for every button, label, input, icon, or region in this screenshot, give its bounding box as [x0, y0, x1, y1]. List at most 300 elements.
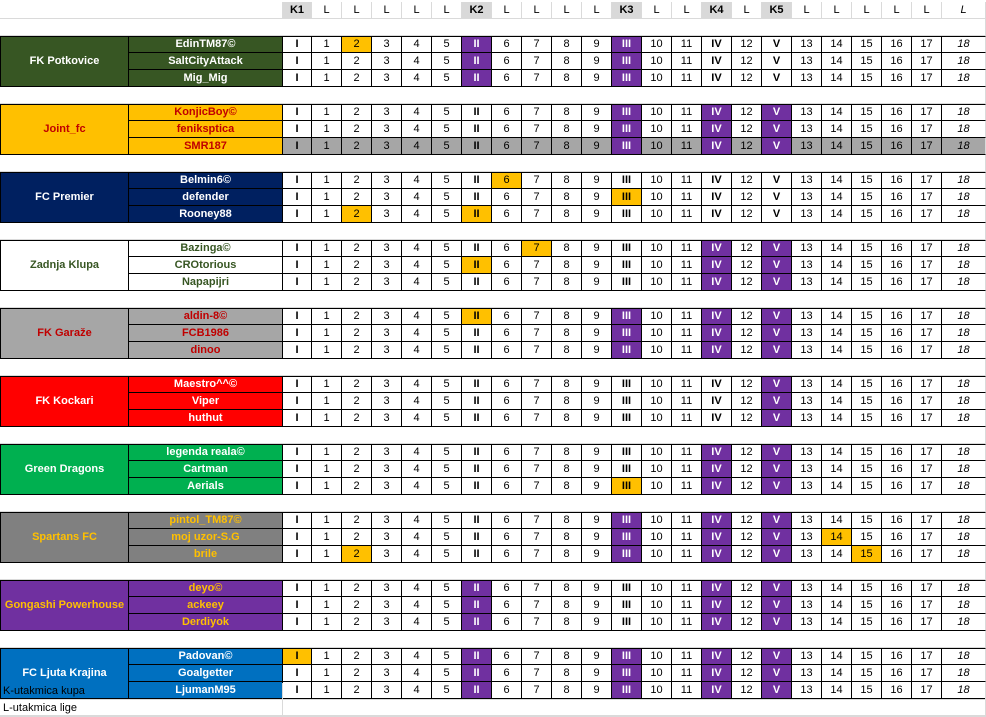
match-cell[interactable] — [342, 189, 372, 206]
match-cell[interactable] — [402, 478, 432, 495]
match-cell[interactable] — [462, 444, 492, 461]
match-cell[interactable] — [372, 104, 402, 121]
match-cell[interactable] — [612, 206, 642, 223]
match-cell[interactable] — [402, 597, 432, 614]
match-cell[interactable] — [792, 342, 822, 359]
match-cell[interactable] — [402, 614, 432, 631]
match-cell[interactable] — [312, 648, 342, 665]
match-cell[interactable] — [822, 614, 852, 631]
match-cell[interactable] — [283, 206, 312, 223]
match-cell[interactable] — [402, 393, 432, 410]
match-cell[interactable] — [822, 512, 852, 529]
match-cell[interactable] — [642, 529, 672, 546]
match-cell[interactable] — [522, 70, 552, 87]
player-name[interactable] — [129, 478, 283, 495]
match-cell[interactable] — [642, 138, 672, 155]
match-cell[interactable] — [702, 138, 732, 155]
match-cell[interactable] — [402, 546, 432, 563]
match-cell[interactable] — [462, 529, 492, 546]
match-cell[interactable] — [822, 546, 852, 563]
match-cell[interactable] — [283, 529, 312, 546]
match-cell[interactable] — [492, 342, 522, 359]
empty-row[interactable] — [283, 683, 986, 700]
match-cell[interactable] — [342, 376, 372, 393]
match-cell[interactable] — [462, 189, 492, 206]
match-cell[interactable] — [582, 104, 612, 121]
match-cell[interactable] — [402, 529, 432, 546]
match-cell[interactable] — [342, 342, 372, 359]
match-cell[interactable] — [912, 393, 942, 410]
match-cell[interactable] — [882, 410, 912, 427]
header-l-3[interactable] — [372, 2, 402, 19]
match-cell[interactable] — [672, 614, 702, 631]
match-cell[interactable] — [612, 665, 642, 682]
match-cell[interactable] — [642, 376, 672, 393]
match-cell[interactable] — [822, 257, 852, 274]
match-cell[interactable] — [552, 36, 582, 53]
match-cell[interactable] — [642, 665, 672, 682]
match-cell[interactable] — [582, 512, 612, 529]
match-cell[interactable] — [912, 529, 942, 546]
match-cell[interactable] — [702, 580, 732, 597]
match-cell[interactable] — [492, 665, 522, 682]
match-cell[interactable] — [312, 529, 342, 546]
match-cell[interactable] — [402, 410, 432, 427]
match-cell[interactable] — [882, 342, 912, 359]
match-cell[interactable] — [312, 257, 342, 274]
match-cell[interactable] — [702, 376, 732, 393]
match-cell[interactable] — [612, 597, 642, 614]
match-cell[interactable] — [552, 189, 582, 206]
match-cell[interactable] — [522, 206, 552, 223]
match-cell[interactable] — [283, 665, 312, 682]
match-cell[interactable] — [912, 53, 942, 70]
match-cell[interactable] — [372, 512, 402, 529]
match-cell[interactable] — [732, 274, 762, 291]
match-cell[interactable] — [792, 325, 822, 342]
team-name[interactable] — [0, 580, 129, 631]
match-cell[interactable] — [283, 121, 312, 138]
match-cell[interactable] — [882, 325, 912, 342]
match-cell[interactable] — [582, 614, 612, 631]
match-cell[interactable] — [402, 580, 432, 597]
match-cell[interactable] — [732, 444, 762, 461]
match-cell[interactable] — [642, 393, 672, 410]
match-cell[interactable] — [432, 172, 462, 189]
match-cell[interactable] — [822, 53, 852, 70]
match-cell[interactable] — [642, 308, 672, 325]
match-cell[interactable] — [792, 597, 822, 614]
match-cell[interactable] — [432, 257, 462, 274]
match-cell[interactable] — [492, 648, 522, 665]
match-cell[interactable] — [552, 257, 582, 274]
team-name[interactable] — [0, 376, 129, 427]
header-l-18[interactable] — [822, 2, 852, 19]
match-cell[interactable] — [852, 376, 882, 393]
match-cell[interactable] — [672, 393, 702, 410]
player-name[interactable] — [129, 665, 283, 682]
match-cell[interactable] — [462, 70, 492, 87]
match-cell[interactable] — [942, 138, 986, 155]
match-cell[interactable] — [702, 308, 732, 325]
match-cell[interactable] — [732, 104, 762, 121]
match-cell[interactable] — [822, 444, 852, 461]
match-cell[interactable] — [732, 121, 762, 138]
match-cell[interactable] — [762, 206, 792, 223]
match-cell[interactable] — [912, 597, 942, 614]
match-cell[interactable] — [822, 104, 852, 121]
match-cell[interactable] — [372, 121, 402, 138]
match-cell[interactable] — [882, 172, 912, 189]
match-cell[interactable] — [552, 597, 582, 614]
match-cell[interactable] — [462, 308, 492, 325]
match-cell[interactable] — [642, 410, 672, 427]
match-cell[interactable] — [762, 308, 792, 325]
match-cell[interactable] — [672, 665, 702, 682]
match-cell[interactable] — [822, 461, 852, 478]
match-cell[interactable] — [402, 665, 432, 682]
match-cell[interactable] — [852, 274, 882, 291]
player-name[interactable] — [129, 138, 283, 155]
match-cell[interactable] — [312, 138, 342, 155]
match-cell[interactable] — [732, 206, 762, 223]
match-cell[interactable] — [283, 53, 312, 70]
match-cell[interactable] — [882, 597, 912, 614]
match-cell[interactable] — [702, 172, 732, 189]
match-cell[interactable] — [852, 189, 882, 206]
match-cell[interactable] — [642, 342, 672, 359]
match-cell[interactable] — [612, 308, 642, 325]
match-cell[interactable] — [283, 410, 312, 427]
match-cell[interactable] — [762, 257, 792, 274]
match-cell[interactable] — [792, 104, 822, 121]
match-cell[interactable] — [882, 478, 912, 495]
match-cell[interactable] — [342, 138, 372, 155]
match-cell[interactable] — [462, 665, 492, 682]
match-cell[interactable] — [882, 70, 912, 87]
match-cell[interactable] — [822, 36, 852, 53]
match-cell[interactable] — [402, 121, 432, 138]
match-cell[interactable] — [702, 512, 732, 529]
match-cell[interactable] — [852, 393, 882, 410]
match-cell[interactable] — [672, 461, 702, 478]
match-cell[interactable] — [642, 189, 672, 206]
match-cell[interactable] — [342, 444, 372, 461]
match-cell[interactable] — [732, 342, 762, 359]
match-cell[interactable] — [762, 665, 792, 682]
match-cell[interactable] — [552, 393, 582, 410]
match-cell[interactable] — [732, 240, 762, 257]
team-name[interactable] — [0, 240, 129, 291]
match-cell[interactable] — [312, 240, 342, 257]
match-cell[interactable] — [702, 393, 732, 410]
match-cell[interactable] — [283, 240, 312, 257]
match-cell[interactable] — [852, 410, 882, 427]
match-cell[interactable] — [822, 665, 852, 682]
match-cell[interactable] — [552, 529, 582, 546]
match-cell[interactable] — [283, 104, 312, 121]
match-cell[interactable] — [492, 104, 522, 121]
match-cell[interactable] — [912, 444, 942, 461]
match-cell[interactable] — [822, 325, 852, 342]
header-k1-0[interactable] — [283, 2, 312, 19]
match-cell[interactable] — [792, 393, 822, 410]
match-cell[interactable] — [702, 478, 732, 495]
match-cell[interactable] — [852, 121, 882, 138]
match-cell[interactable] — [762, 444, 792, 461]
match-cell[interactable] — [762, 648, 792, 665]
match-cell[interactable] — [822, 597, 852, 614]
header-k5-16[interactable] — [762, 2, 792, 19]
match-cell[interactable] — [882, 376, 912, 393]
match-cell[interactable] — [552, 121, 582, 138]
match-cell[interactable] — [342, 529, 372, 546]
match-cell[interactable] — [522, 461, 552, 478]
match-cell[interactable] — [672, 172, 702, 189]
player-name[interactable] — [129, 189, 283, 206]
match-cell[interactable] — [852, 53, 882, 70]
match-cell[interactable] — [792, 665, 822, 682]
match-cell[interactable] — [462, 614, 492, 631]
match-cell[interactable] — [582, 121, 612, 138]
match-cell[interactable] — [702, 444, 732, 461]
spacer-row[interactable] — [0, 19, 986, 36]
match-cell[interactable] — [822, 274, 852, 291]
match-cell[interactable] — [912, 308, 942, 325]
match-cell[interactable] — [792, 308, 822, 325]
match-cell[interactable] — [702, 104, 732, 121]
match-cell[interactable] — [462, 376, 492, 393]
match-cell[interactable] — [912, 410, 942, 427]
match-cell[interactable] — [912, 461, 942, 478]
match-cell[interactable] — [372, 580, 402, 597]
match-cell[interactable] — [672, 308, 702, 325]
match-cell[interactable] — [732, 529, 762, 546]
match-cell[interactable] — [672, 70, 702, 87]
match-cell[interactable] — [762, 121, 792, 138]
match-cell[interactable] — [372, 376, 402, 393]
match-cell[interactable] — [702, 410, 732, 427]
match-cell[interactable] — [522, 240, 552, 257]
match-cell[interactable] — [582, 461, 612, 478]
match-cell[interactable] — [672, 104, 702, 121]
match-cell[interactable] — [492, 580, 522, 597]
match-cell[interactable] — [672, 410, 702, 427]
spacer-row[interactable] — [0, 223, 986, 240]
match-cell[interactable] — [942, 580, 986, 597]
match-cell[interactable] — [612, 36, 642, 53]
match-cell[interactable] — [942, 325, 986, 342]
match-cell[interactable] — [432, 376, 462, 393]
match-cell[interactable] — [312, 461, 342, 478]
match-cell[interactable] — [552, 138, 582, 155]
match-cell[interactable] — [312, 325, 342, 342]
match-cell[interactable] — [283, 546, 312, 563]
match-cell[interactable] — [462, 580, 492, 597]
match-cell[interactable] — [402, 206, 432, 223]
match-cell[interactable] — [942, 189, 986, 206]
header-k3-11[interactable] — [612, 2, 642, 19]
team-name[interactable] — [0, 104, 129, 155]
match-cell[interactable] — [852, 614, 882, 631]
match-cell[interactable] — [582, 274, 612, 291]
match-cell[interactable] — [702, 325, 732, 342]
match-cell[interactable] — [342, 172, 372, 189]
match-cell[interactable] — [582, 138, 612, 155]
match-cell[interactable] — [702, 53, 732, 70]
match-cell[interactable] — [822, 240, 852, 257]
match-cell[interactable] — [912, 138, 942, 155]
match-cell[interactable] — [852, 512, 882, 529]
header-l-9[interactable] — [552, 2, 582, 19]
match-cell[interactable] — [762, 512, 792, 529]
match-cell[interactable] — [522, 478, 552, 495]
match-cell[interactable] — [882, 529, 912, 546]
header-l-5[interactable] — [432, 2, 462, 19]
match-cell[interactable] — [732, 614, 762, 631]
match-cell[interactable] — [522, 444, 552, 461]
match-cell[interactable] — [912, 342, 942, 359]
match-cell[interactable] — [312, 172, 342, 189]
match-cell[interactable] — [312, 206, 342, 223]
match-cell[interactable] — [822, 206, 852, 223]
match-cell[interactable] — [942, 342, 986, 359]
match-cell[interactable] — [762, 70, 792, 87]
match-cell[interactable] — [522, 410, 552, 427]
match-cell[interactable] — [582, 478, 612, 495]
match-cell[interactable] — [702, 36, 732, 53]
match-cell[interactable] — [492, 614, 522, 631]
match-cell[interactable] — [912, 648, 942, 665]
player-name[interactable] — [129, 410, 283, 427]
match-cell[interactable] — [642, 104, 672, 121]
match-cell[interactable] — [642, 444, 672, 461]
match-cell[interactable] — [942, 206, 986, 223]
match-cell[interactable] — [942, 529, 986, 546]
match-cell[interactable] — [612, 104, 642, 121]
match-cell[interactable] — [822, 478, 852, 495]
match-cell[interactable] — [732, 257, 762, 274]
match-cell[interactable] — [462, 240, 492, 257]
match-cell[interactable] — [582, 53, 612, 70]
match-cell[interactable] — [552, 580, 582, 597]
match-cell[interactable] — [822, 580, 852, 597]
match-cell[interactable] — [912, 614, 942, 631]
match-cell[interactable] — [882, 121, 912, 138]
player-name[interactable] — [129, 257, 283, 274]
match-cell[interactable] — [492, 240, 522, 257]
match-cell[interactable] — [552, 172, 582, 189]
match-cell[interactable] — [942, 36, 986, 53]
match-cell[interactable] — [942, 53, 986, 70]
match-cell[interactable] — [882, 512, 912, 529]
match-cell[interactable] — [942, 257, 986, 274]
match-cell[interactable] — [552, 274, 582, 291]
match-cell[interactable] — [372, 70, 402, 87]
match-cell[interactable] — [462, 121, 492, 138]
match-cell[interactable] — [942, 393, 986, 410]
match-cell[interactable] — [552, 70, 582, 87]
match-cell[interactable] — [432, 393, 462, 410]
match-cell[interactable] — [372, 529, 402, 546]
match-cell[interactable] — [582, 665, 612, 682]
match-cell[interactable] — [942, 461, 986, 478]
match-cell[interactable] — [432, 444, 462, 461]
match-cell[interactable] — [342, 580, 372, 597]
match-cell[interactable] — [312, 478, 342, 495]
match-cell[interactable] — [492, 257, 522, 274]
match-cell[interactable] — [732, 393, 762, 410]
match-cell[interactable] — [792, 121, 822, 138]
match-cell[interactable] — [522, 104, 552, 121]
match-cell[interactable] — [462, 36, 492, 53]
match-cell[interactable] — [852, 257, 882, 274]
match-cell[interactable] — [792, 614, 822, 631]
match-cell[interactable] — [882, 444, 912, 461]
header-l-2[interactable] — [342, 2, 372, 19]
match-cell[interactable] — [372, 240, 402, 257]
match-cell[interactable] — [792, 461, 822, 478]
match-cell[interactable] — [283, 614, 312, 631]
match-cell[interactable] — [582, 36, 612, 53]
match-cell[interactable] — [522, 138, 552, 155]
match-cell[interactable] — [342, 104, 372, 121]
match-cell[interactable] — [552, 325, 582, 342]
match-cell[interactable] — [582, 393, 612, 410]
match-cell[interactable] — [672, 138, 702, 155]
player-name[interactable] — [129, 614, 283, 631]
match-cell[interactable] — [762, 325, 792, 342]
match-cell[interactable] — [702, 665, 732, 682]
match-cell[interactable] — [822, 138, 852, 155]
match-cell[interactable] — [462, 597, 492, 614]
match-cell[interactable] — [552, 376, 582, 393]
match-cell[interactable] — [522, 53, 552, 70]
match-cell[interactable] — [762, 546, 792, 563]
match-cell[interactable] — [822, 189, 852, 206]
match-cell[interactable] — [372, 410, 402, 427]
match-cell[interactable] — [882, 665, 912, 682]
match-cell[interactable] — [672, 648, 702, 665]
match-cell[interactable] — [312, 393, 342, 410]
match-cell[interactable] — [552, 648, 582, 665]
match-cell[interactable] — [672, 546, 702, 563]
match-cell[interactable] — [612, 274, 642, 291]
match-cell[interactable] — [912, 70, 942, 87]
match-cell[interactable] — [702, 614, 732, 631]
team-name[interactable] — [0, 512, 129, 563]
match-cell[interactable] — [762, 580, 792, 597]
match-cell[interactable] — [372, 665, 402, 682]
player-name[interactable] — [129, 342, 283, 359]
match-cell[interactable] — [582, 206, 612, 223]
match-cell[interactable] — [882, 206, 912, 223]
match-cell[interactable] — [582, 257, 612, 274]
match-cell[interactable] — [612, 53, 642, 70]
match-cell[interactable] — [942, 308, 986, 325]
match-cell[interactable] — [732, 410, 762, 427]
match-cell[interactable] — [492, 308, 522, 325]
match-cell[interactable] — [432, 410, 462, 427]
match-cell[interactable] — [522, 36, 552, 53]
match-cell[interactable] — [702, 70, 732, 87]
match-cell[interactable] — [432, 138, 462, 155]
match-cell[interactable] — [942, 121, 986, 138]
match-cell[interactable] — [402, 172, 432, 189]
player-name[interactable] — [129, 546, 283, 563]
match-cell[interactable] — [822, 342, 852, 359]
player-name[interactable] — [129, 206, 283, 223]
